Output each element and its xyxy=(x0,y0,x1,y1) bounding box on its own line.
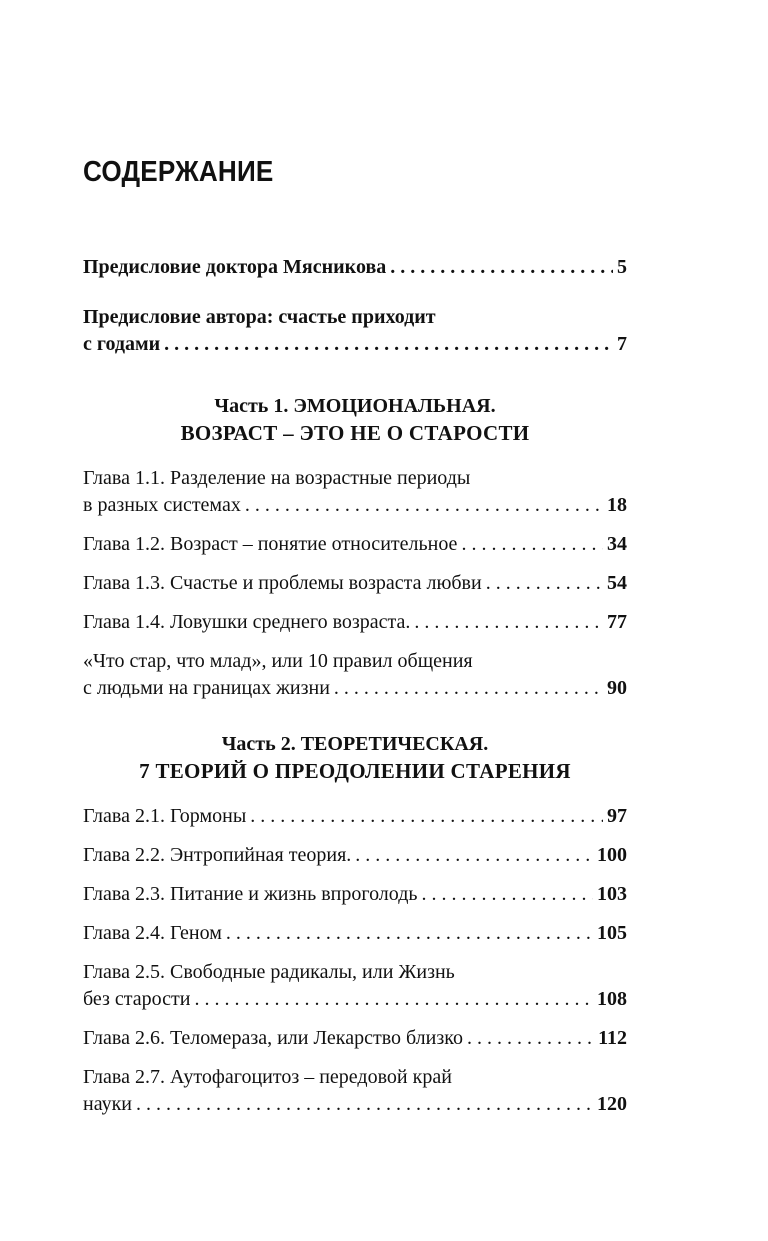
entry-title: Глава 2.2. Энтропийная теория. xyxy=(83,844,352,866)
entry-title: Глава 1.4. Ловушки среднего возраста. xyxy=(83,611,411,633)
entry-title: Глава 1.2. Возраст – понятие относительное xyxy=(83,533,458,555)
toc-entry-2-1 xyxy=(83,803,627,830)
dot-leader xyxy=(386,254,613,281)
page-number: 120 xyxy=(597,1093,627,1115)
page-number: 108 xyxy=(597,988,627,1010)
part-1-heading xyxy=(83,393,627,447)
dot-leader xyxy=(132,1091,593,1118)
toc-entry-2-3 xyxy=(83,881,627,908)
toc-entry-1-3 xyxy=(83,570,627,597)
toc-entry-2-4 xyxy=(83,920,627,947)
page-number: 100 xyxy=(597,844,627,866)
entry-title-line1: «Что стар, что млад», или 10 правил общения xyxy=(83,650,473,672)
part-2-heading xyxy=(83,731,627,785)
page-number: 103 xyxy=(597,883,627,905)
dot-leader xyxy=(191,986,594,1013)
page-number: 54 xyxy=(607,572,627,594)
entry-title: Глава 2.6. Теломераза, или Лекарство близко xyxy=(83,1027,463,1049)
entry-title-line2: с людьми на границах жизни xyxy=(83,677,330,699)
entry-title: Предисловие доктора Мясникова xyxy=(83,256,387,278)
page-number: 7 xyxy=(617,333,627,355)
toc-entry-2-7 xyxy=(83,1064,627,1118)
page-number: 18 xyxy=(607,494,627,516)
part-1-subtitle: ВОЗРАСТ – ЭТО НЕ О СТАРОСТИ xyxy=(180,421,530,445)
dot-leader xyxy=(222,920,593,947)
dot-leader xyxy=(330,675,603,702)
page-number: 90 xyxy=(607,677,627,699)
toc-entry-2-2 xyxy=(83,842,627,869)
page-number: 112 xyxy=(598,1027,627,1049)
page-number: 34 xyxy=(607,533,627,555)
toc-entry-foreword-author xyxy=(83,304,627,358)
entry-title-line1: Глава 1.1. Разделение на возрастные периоды xyxy=(83,467,471,489)
dot-leader xyxy=(482,570,603,597)
entry-title-line2: без старости xyxy=(83,988,191,1010)
dot-leader xyxy=(351,842,593,869)
page-number: 105 xyxy=(597,922,627,944)
entry-title-line2: науки xyxy=(83,1093,132,1115)
dot-leader xyxy=(457,531,603,558)
entry-title-line2: с годами xyxy=(83,333,161,355)
entry-title: Глава 2.1. Гормоны xyxy=(83,805,247,827)
dot-leader xyxy=(418,881,593,908)
page-number: 5 xyxy=(617,256,627,278)
dot-leader xyxy=(410,609,603,636)
toc-entry-1-1 xyxy=(83,465,627,519)
entry-title: Глава 1.3. Счастье и проблемы возраста любви xyxy=(83,572,482,594)
entry-title: Глава 2.4. Геном xyxy=(83,922,222,944)
entry-title: Глава 2.3. Питание и жизнь впроголодь xyxy=(83,883,418,905)
dot-leader xyxy=(463,1025,594,1052)
toc-entry-2-6 xyxy=(83,1025,627,1052)
dot-leader xyxy=(241,492,603,519)
part-2-subtitle: 7 ТЕОРИЙ О ПРЕОДОЛЕНИИ СТАРЕНИЯ xyxy=(139,759,571,783)
entry-title-line1: Предисловие автора: счастье приходит xyxy=(83,306,436,328)
part-1-title: Часть 1. ЭМОЦИОНАЛЬНАЯ. xyxy=(214,395,496,417)
toc-entry-rules xyxy=(83,648,627,702)
toc-entry-foreword-doctor xyxy=(83,254,627,281)
entry-title-line1: Глава 2.7. Аутофагоцитоз – передовой край xyxy=(83,1066,452,1088)
page-number: 97 xyxy=(607,805,627,827)
toc-entry-2-5 xyxy=(83,959,627,1013)
page-title: СОДЕРЖАНИЕ xyxy=(83,156,274,188)
dot-leader xyxy=(160,331,613,358)
page-number: 77 xyxy=(607,611,627,633)
toc-entry-1-2 xyxy=(83,531,627,558)
part-2-title: Часть 2. ТЕОРЕТИЧЕСКАЯ. xyxy=(221,733,489,755)
dot-leader xyxy=(246,803,603,830)
toc-entry-1-4 xyxy=(83,609,627,636)
entry-title-line1: Глава 2.5. Свободные радикалы, или Жизнь xyxy=(83,961,455,983)
entry-title-line2: в разных системах xyxy=(83,494,241,516)
